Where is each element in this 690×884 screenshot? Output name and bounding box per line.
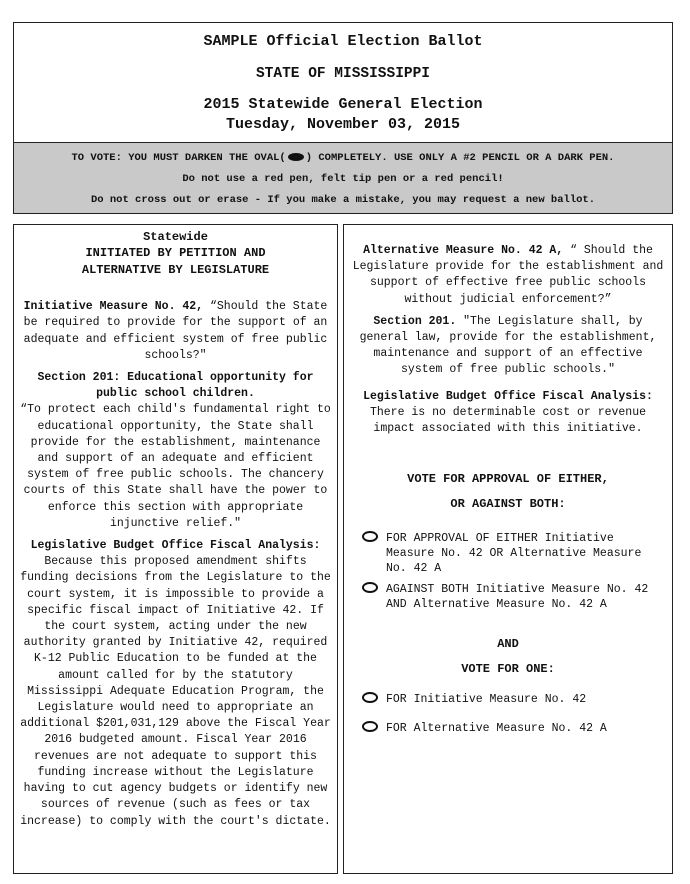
choice-alternative-42a[interactable] (362, 721, 664, 736)
alternative-label: Alternative Measure No. 42 A, (363, 244, 564, 257)
ballot-header (13, 22, 673, 142)
choice-approve-either[interactable] (362, 531, 664, 576)
choice-initiative-42[interactable] (362, 692, 664, 707)
instruction-text: ) COMPLETELY. USE ONLY A #2 PENCIL OR A DARK PEN. (305, 152, 615, 164)
alternative-measure (352, 243, 664, 308)
alt-fiscal-label: Legislative Budget Office Fiscal Analysis: (363, 389, 653, 403)
fiscal-analysis-text: Because this proposed amendment shifts funding decisions from the Legislature to the court system, it is impossible to provide a specific fiscal impact of Initiative 42. If the court system, acting under the new authority granted by Initiative 42, required K-12 Public Education to be funded at the amount called for by the statutory Mississippi Adequate Education Program, the Legislature would need to appropriate an additional $201,031,129 above the Fiscal Year 2016 budgeted amount. Fiscal Year 2016 revenues are not adequate to support this funding increase without the Legislature having to cut agency budgets or identify new sources of revenue (such as fees or tax increase) to comply with the court's dictate. (20, 555, 331, 828)
initiative-label: Initiative Measure No. 42, (23, 300, 204, 314)
vote-for-one: VOTE FOR ONE: (461, 662, 555, 677)
left-column (13, 224, 338, 874)
instruction-line-2: Do not use a red pen, felt tip pen or a red pencil! (182, 173, 504, 185)
alt-section-201 (352, 314, 664, 379)
alt-section-label: Section 201. (373, 314, 457, 328)
vote-heading-2: OR AGAINST BOTH: (450, 497, 566, 512)
oval-icon[interactable] (362, 721, 378, 732)
choice-against-both[interactable] (362, 582, 664, 612)
fiscal-analysis-label: Legislative Budget Office Fiscal Analysis: (30, 539, 321, 553)
choice-label: FOR APPROVAL OF EITHER Initiative Measure No. 42 OR Alternative Measure No. 42 A (386, 532, 642, 576)
election-title: 2015 Statewide General Election (203, 96, 483, 113)
oval-icon[interactable] (362, 692, 378, 703)
oval-icon[interactable] (362, 582, 378, 593)
instruction-text: TO VOTE: YOU MUST DARKEN THE OVAL( (71, 152, 286, 164)
voting-instructions (13, 142, 673, 214)
alternative-question: “ Should the Legislature provide for the establishment and support of effective free public schools without judicial enforcement?” (352, 244, 664, 306)
oval-icon[interactable] (362, 531, 378, 542)
choice-label: AGAINST BOTH Initiative Measure No. 42 AND Alternative Measure No. 42 A (386, 583, 649, 612)
section-title: Statewide (143, 230, 208, 244)
choice-label: FOR Alternative Measure No. 42 A (386, 722, 607, 736)
instruction-line-3: Do not cross out or erase - If you make a mistake, you may request a new ballot. (90, 194, 596, 206)
section-201-label: Section 201: Educational opportunity for public school children. (37, 371, 314, 401)
vote-heading-1: VOTE FOR APPROVAL OF EITHER, (407, 472, 609, 487)
section-201-text: “To protect each child's fundamental right to educational opportunity, the State shall provide for the establishment, maintenance and support of an adequate and efficient system of free public schools. The chancery courts of this State shall have the power to enforce this section with appropriate injunctive relief." (20, 403, 331, 530)
right-column (343, 224, 673, 874)
section-subtitle-2: ALTERNATIVE BY LEGISLATURE (81, 263, 270, 278)
section-subtitle-1: INITIATED BY PETITION AND (85, 246, 266, 261)
filled-oval-icon (288, 153, 304, 161)
ballot-title: SAMPLE Official Election Ballot (203, 33, 483, 50)
choice-label: FOR Initiative Measure No. 42 (386, 693, 587, 707)
instruction-line-1 (14, 152, 672, 164)
initiative-measure (18, 299, 333, 364)
initiative-question: “Should the State be required to provide for the support of an adequate and efficient system of free public schools?" (23, 300, 328, 362)
election-date: Tuesday, November 03, 2015 (225, 116, 461, 133)
alt-fiscal-text: There is no determinable cost or revenue impact associated with this initiative. (369, 405, 647, 436)
state-title: STATE OF MISSISSIPPI (255, 66, 431, 82)
and-label: AND (497, 637, 519, 652)
alt-section-text: "The Legislature shall, by general law, provide for the establishment, maintenance and support of an effective system of free public schools." (359, 314, 657, 377)
